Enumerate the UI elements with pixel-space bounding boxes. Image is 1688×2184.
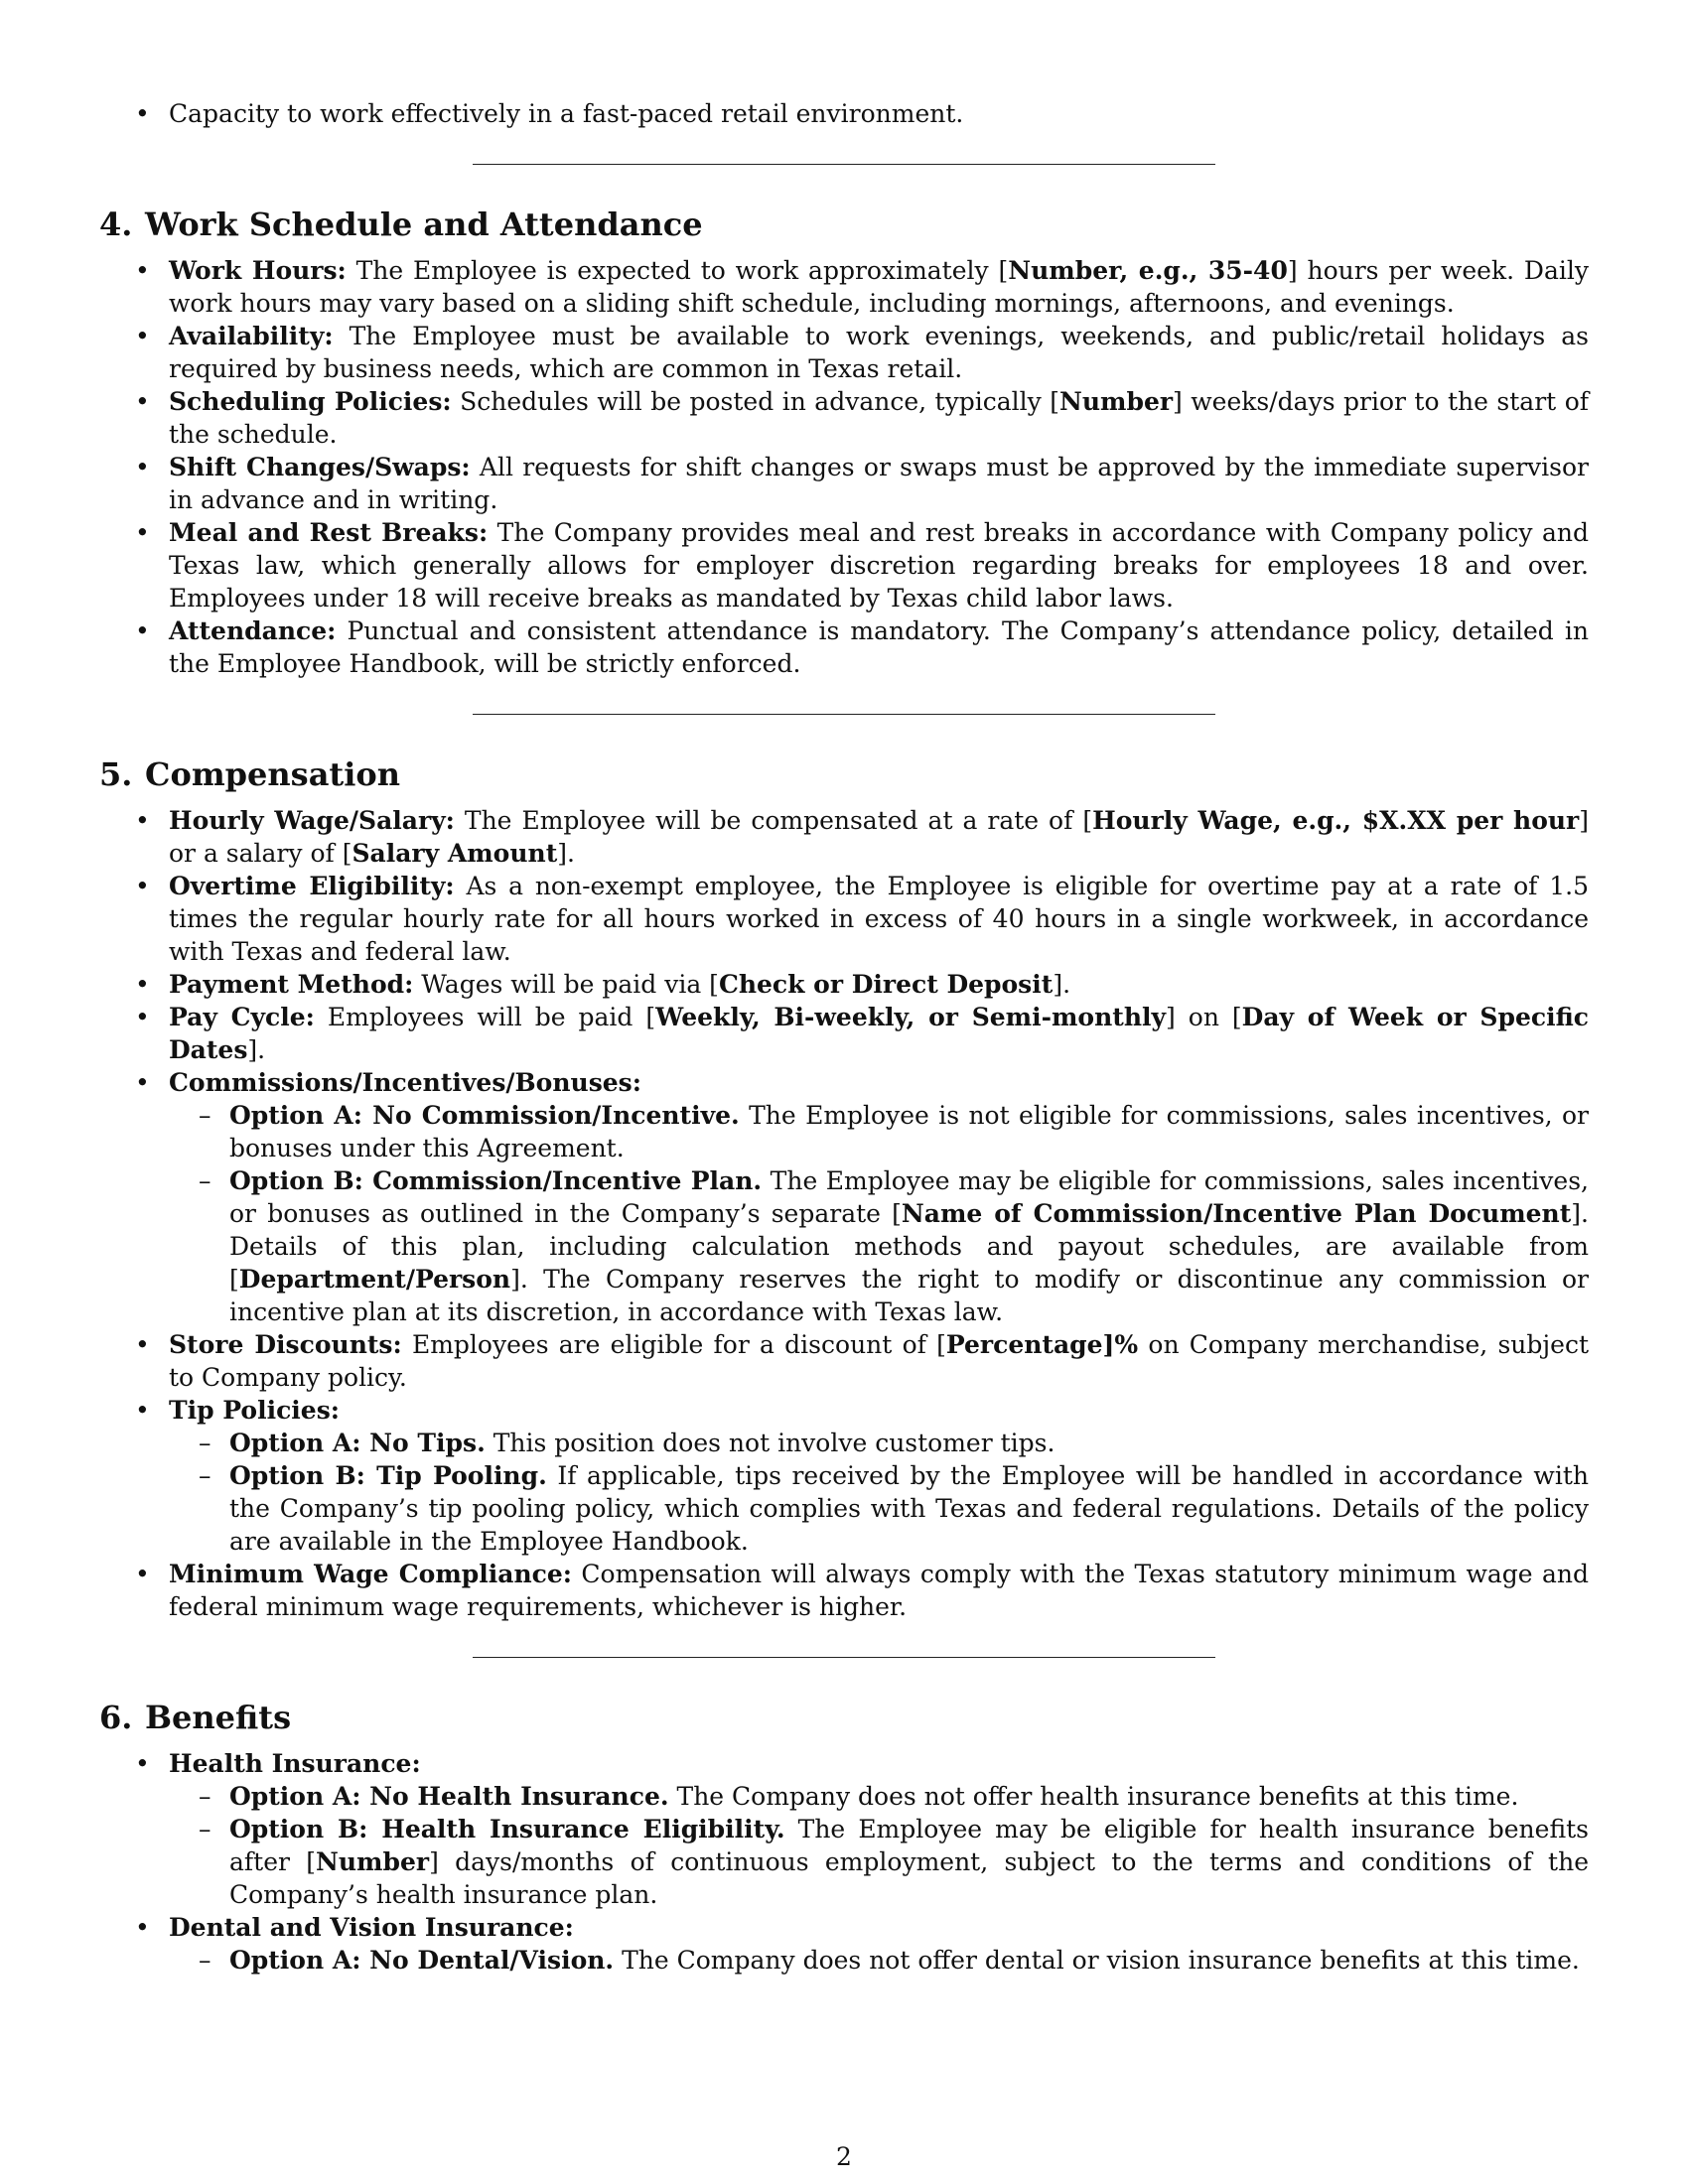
attendance-item: • Attendance: Punctual and consistent attendance is mandatory. The Company’s attendance policy, detailed in the Employee Handbook, will be strictly enforced. <box>99 614 1589 680</box>
payment-method-item: • Payment Method: Wages will be paid via [Check or Direct Deposit]. <box>99 968 1589 1001</box>
overtime-item: • Overtime Eligibility: As a non-exempt employee, the Employee is eligible for overtime pay at a rate of 1.5 times the regular hourly rate for all hours worked in excess of 40 hours in a single workweek, in accordance with Texas and federal law. <box>99 870 1589 968</box>
commissions-item: • Commissions/Incentives/Bonuses: – Option A: No Commission/Incentive. The Employee is not eligible for commissions, sales incentives, or bonuses under this Agreement. – Option B: Commission/Incentive Plan. The Employee may be eligible for commissions, sales incentives, or bonuses as outlined in the Company’s separate [Name of Commission/Incentive Plan Document]. Details of this plan, including calculation methods and payout schedules, are available from [Department/Person]. The Company reserves the right to modify or discontinue any commission or incentive plan at its discretion, in accordance with Texas law. <box>99 1066 1589 1328</box>
section-divider <box>473 164 1215 165</box>
work-schedule-list <box>99 254 1589 680</box>
scheduling-policies-item: • Scheduling Policies: Schedules will be posted in advance, typically [Number] weeks/days prior to the start of the schedule. <box>99 385 1589 451</box>
hourly-wage-item: • Hourly Wage/Salary: The Employee will be compensated at a rate of [Hourly Wage, e.g., $X.XX per hour] or a salary of [Salary Amount]. <box>99 804 1589 870</box>
section-divider <box>473 714 1215 715</box>
health-insurance-item: • Health Insurance: – Option A: No Health Insurance. The Company does not offer health insurance benefits at this time. – Option B: Health Insurance Eligibility. The Employee may be eligible for health insurance benefits after [Number] days/months of continuous employment, subject to the terms and conditions of the Company’s health insurance plan. <box>99 1747 1589 1911</box>
minimum-wage-item: • Minimum Wage Compliance: Compensation will always comply with the Texas statutory minimum wage and federal minimum wage requirements, whichever is higher. <box>99 1558 1589 1623</box>
intro-list <box>99 97 1589 130</box>
compensation-list <box>99 804 1589 1623</box>
benefits-list <box>99 1747 1589 1977</box>
section-heading-compensation: 5. Compensation <box>99 755 400 793</box>
list-item: – Option B: Commission/Incentive Plan. The Employee may be eligible for commissions, sales incentives, or bonuses as outlined in the Company’s separate [Name of Commission/Incentive Plan Document]. Details of this plan, including calculation methods and payout schedules, are available from [Department/Person]. The Company reserves the right to modify or discontinue any commission or incentive plan at its discretion, in accordance with Texas law. <box>169 1164 1589 1328</box>
tip-options <box>169 1427 1589 1558</box>
pay-cycle-item: • Pay Cycle: Employees will be paid [Weekly, Bi-weekly, or Semi-monthly] on [Day of Week or Specific Dates]. <box>99 1001 1589 1066</box>
section-divider <box>473 1657 1215 1658</box>
dental-vision-item: • Dental and Vision Insurance: – Option A: No Dental/Vision. The Company does not offer dental or vision insurance benefits at this time. <box>99 1911 1589 1977</box>
dental-vision-options <box>169 1944 1589 1977</box>
page-number: 2 <box>836 2142 852 2171</box>
tip-policies-item: • Tip Policies: – Option A: No Tips. This position does not involve customer tips. – Option B: Tip Pooling. If applicable, tips received by the Employee will be handled in accordance with the Company’s tip pooling policy, which complies with Texas and federal regulations. Details of the policy are available in the Employee Handbook. <box>99 1394 1589 1558</box>
availability-item: • Availability: The Employee must be available to work evenings, weekends, and public/retail holidays as required by business needs, which are common in Texas retail. <box>99 320 1589 385</box>
breaks-item: • Meal and Rest Breaks: The Company provides meal and rest breaks in accordance with Company policy and Texas law, which generally allows for employer discretion regarding breaks for employees 18 and over. Employees under 18 will receive breaks as mandated by Texas child labor laws. <box>99 516 1589 614</box>
list-item: • Capacity to work effectively in a fast-paced retail environment. <box>99 97 1589 130</box>
section-heading-benefits: 6. Benefits <box>99 1699 292 1736</box>
list-item: – Option A: No Commission/Incentive. The Employee is not eligible for commissions, sales incentives, or bonuses under this Agreement. <box>169 1099 1589 1164</box>
list-item: – Option A: No Dental/Vision. The Company does not offer dental or vision insurance benefits at this time. <box>169 1944 1589 1977</box>
commissions-options <box>169 1099 1589 1328</box>
section-heading-work-schedule: 4. Work Schedule and Attendance <box>99 205 703 243</box>
health-options <box>169 1780 1589 1911</box>
store-discounts-item: • Store Discounts: Employees are eligible for a discount of [Percentage]% on Company merchandise, subject to Company policy. <box>99 1328 1589 1394</box>
list-item: – Option B: Tip Pooling. If applicable, tips received by the Employee will be handled in accordance with the Company’s tip pooling policy, which complies with Texas and federal regulations. Details of the policy are available in the Employee Handbook. <box>169 1459 1589 1558</box>
list-item: – Option A: No Health Insurance. The Company does not offer health insurance benefits at this time. <box>169 1780 1589 1813</box>
page-content <box>99 97 1589 1977</box>
work-hours-item: • Work Hours: The Employee is expected to work approximately [Number, e.g., 35-40] hours per week. Daily work hours may vary based on a sliding shift schedule, including mornings, afternoons, and evenings. <box>99 254 1589 320</box>
list-item: – Option B: Health Insurance Eligibility. The Employee may be eligible for health insurance benefits after [Number] days/months of continuous employment, subject to the terms and conditions of the Company’s health insurance plan. <box>169 1813 1589 1911</box>
list-item: – Option A: No Tips. This position does not involve customer tips. <box>169 1427 1589 1459</box>
shift-changes-item: • Shift Changes/Swaps: All requests for shift changes or swaps must be approved by the immediate supervisor in advance and in writing. <box>99 451 1589 516</box>
